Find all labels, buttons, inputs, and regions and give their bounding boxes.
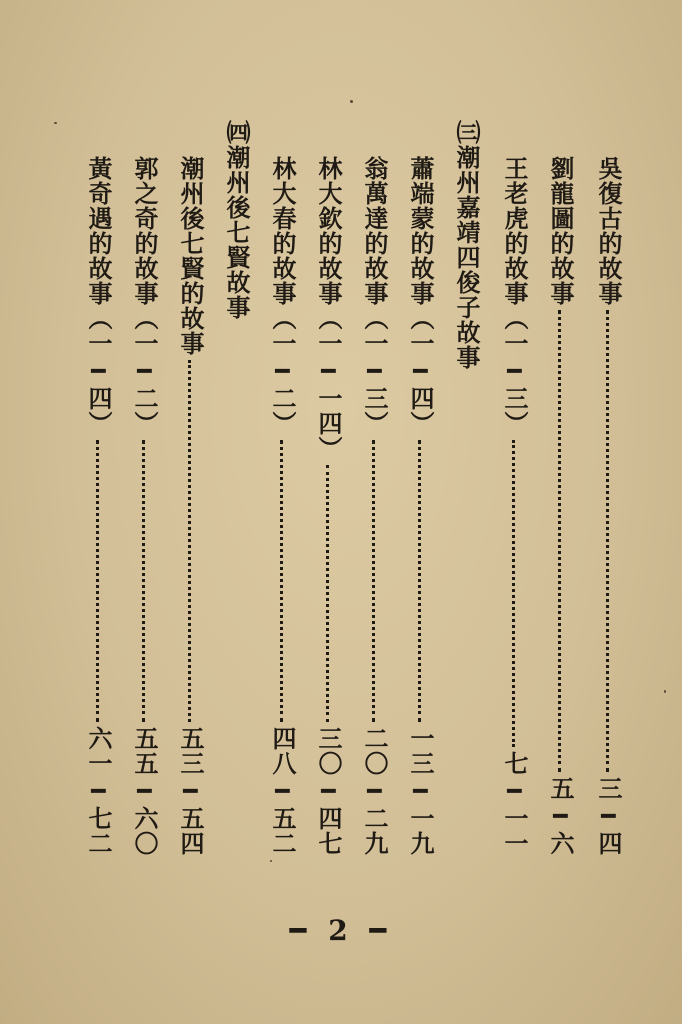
toc-entry-title: 王老虎的故事（一━三） xyxy=(500,156,529,436)
toc-entry xyxy=(542,156,578,856)
paper-speck xyxy=(54,122,57,124)
toc-entry xyxy=(402,156,438,856)
toc-entry-pages: 四八━五二 xyxy=(268,726,297,856)
leader-dots xyxy=(558,310,561,772)
toc-entry xyxy=(310,156,346,856)
toc-entry-title: 黃奇遇的故事（一━四） xyxy=(84,156,113,436)
leader-dots xyxy=(418,440,421,722)
leader-dots xyxy=(142,440,145,722)
paper-speck xyxy=(664,690,666,693)
toc-entry xyxy=(80,156,116,856)
toc-entry xyxy=(264,156,300,856)
leader-dots xyxy=(280,440,283,722)
paper-speck xyxy=(270,860,272,862)
leader-dots xyxy=(96,440,99,722)
section-heading: ㈣潮州後七賢故事 xyxy=(222,120,251,320)
leader-dots xyxy=(188,360,191,722)
toc-entry xyxy=(126,156,162,856)
toc-entry-title: 林大欽的故事（一━一四） xyxy=(314,156,343,461)
toc-entry-pages: 五五━六〇 xyxy=(130,726,159,856)
leader-dots xyxy=(326,465,329,722)
toc-entry-pages: 三━四 xyxy=(594,776,623,856)
toc-entry-pages: 一三━一九 xyxy=(406,726,435,856)
toc-entry xyxy=(496,156,532,856)
leader-dots xyxy=(372,440,375,722)
toc-entry-pages: 七━一一 xyxy=(500,751,529,856)
toc-entry-pages: 五三━五四 xyxy=(176,726,205,856)
paper-speck xyxy=(350,100,353,103)
toc-entry-title: 蕭端蒙的故事（一━四） xyxy=(406,156,435,436)
toc-entry-pages: 六一━七二 xyxy=(84,726,113,856)
toc-entry-pages: 五━六 xyxy=(546,776,575,856)
toc-entry xyxy=(172,156,208,856)
toc-entry-title: 郭之奇的故事（一━二） xyxy=(130,156,159,436)
toc-entry-pages: 三〇━四七 xyxy=(314,726,343,856)
page-number: ━ 2 ━ xyxy=(289,914,393,947)
toc-entry xyxy=(590,156,626,856)
toc-entry-title: 翁萬達的故事（一━三） xyxy=(360,156,389,436)
leader-dots xyxy=(606,310,609,772)
toc-entry-title: 潮州後七賢的故事 xyxy=(176,156,205,356)
section-heading: ㈢潮州嘉靖四俊子故事 xyxy=(452,120,481,370)
toc-entry-title: 林大春的故事（一━二） xyxy=(268,156,297,436)
leader-dots xyxy=(512,440,515,747)
toc-entry-title: 劉龍圖的故事 xyxy=(546,156,575,306)
toc-entry xyxy=(356,156,392,856)
toc-entry-pages: 二〇━二九 xyxy=(360,726,389,856)
toc-entry-title: 吳復古的故事 xyxy=(594,156,623,306)
